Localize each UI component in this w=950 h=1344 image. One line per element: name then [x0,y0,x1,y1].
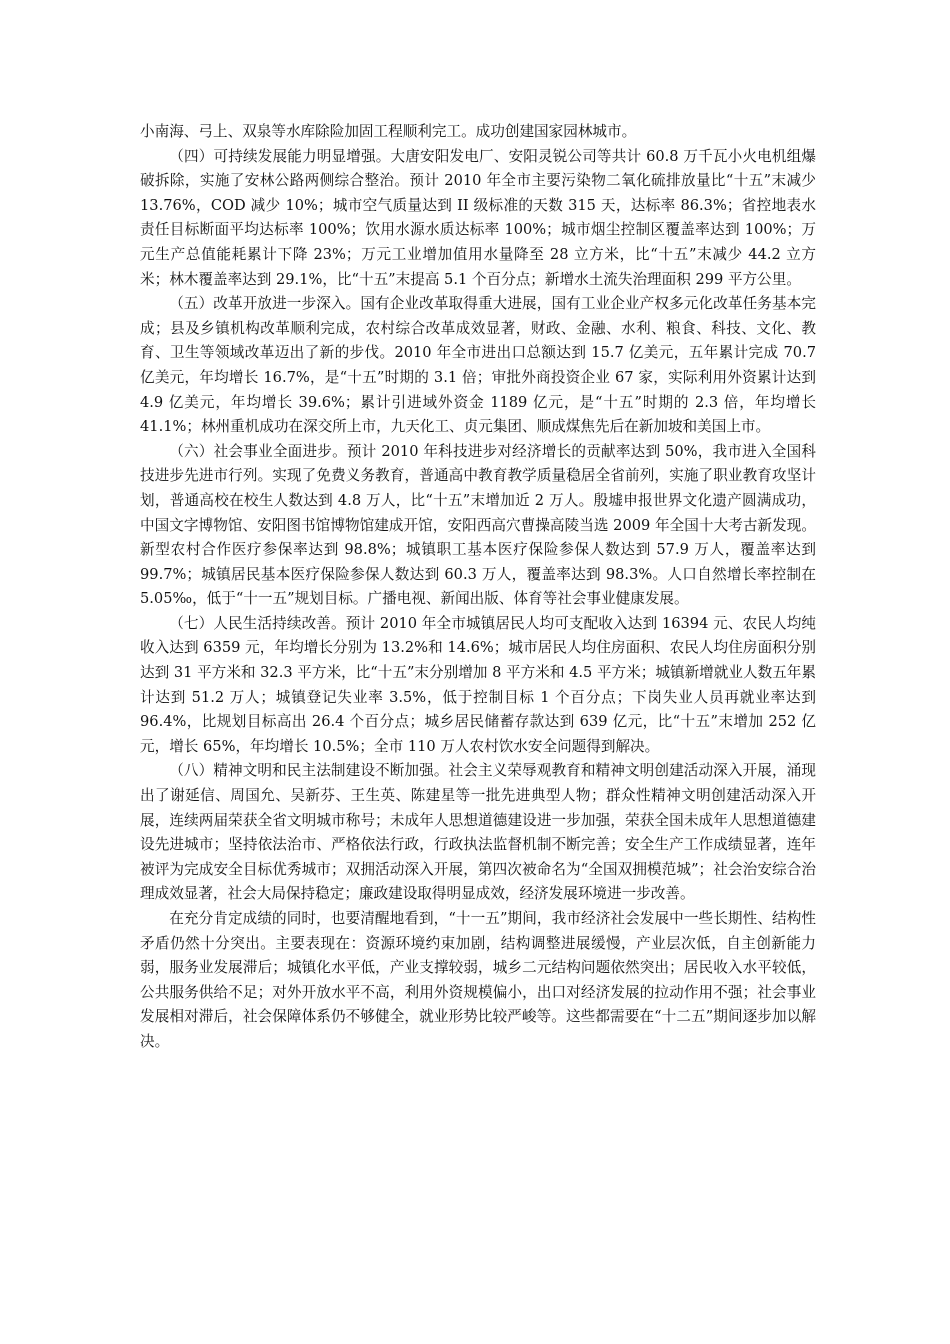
paragraph-social-progress: （六）社会事业全面进步。预计 2010 年科技进步对经济增长的贡献率达到 50%，我市进入全国科技进步先进市行列。实现了免费义务教育，普通高中教育教学质量稳居全省前列，实施了职业教育攻坚计划，普通高校在校生人数达到 4.8 万人，比“十五”末增加近 2 万人。殷墟申报世界文化遗产圆满成功，中国文字博物馆、安阳图书馆博物馆建成开馆，安阳西高穴曹操高陵当选 2009 年全国十大考古新发现。新型农村合作医疗参保率达到 98.8%；城镇职工基本医疗保险参保人数达到 57.9 万人，覆盖率达到 99.7%；城镇居民基本医疗保险参保人数达到 60.3 万人，覆盖率达到 98.3%。人口自然增长率控制在 5.05‰，低于“十一五”规划目标。广播电视、新闻出版、体育等社会事业健康发展。 [140,442,816,608]
document-body [140,120,816,1055]
paragraph-living-standards: （七）人民生活持续改善。预计 2010 年全市城镇居民人均可支配收入达到 16394 元、农民人均纯收入达到 6359 元，年均增长分别为 13.2%和 14.6%；城市居民人均住房面积、农民人均住房面积分别达到 31 平方米和 32.3 平方米，比“十五”末分别增加 8 平方米和 4.5 平方米；城镇新增就业人数五年累计达到 51.2 万人；城镇登记失业率 3.5%，低于控制目标 1 个百分点；下岗失业人员再就业率达到 96.4%，比规划目标高出 26.4 个百分点；城乡居民储蓄存款达到 639 亿元，比“十五”末增加 252 亿元，增长 65%，年均增长 10.5%；全市 110 万人农村饮水安全问题得到解决。 [140,614,816,755]
paragraph-problems-summary: 在充分肯定成绩的同时，也要清醒地看到，“十一五”期间，我市经济社会发展中一些长期性、结构性矛盾仍然十分突出。主要表现在：资源环境约束加剧，结构调整进展缓慢，产业层次低，自主创新能力弱，服务业发展滞后；城镇化水平低，产业支撑较弱，城乡二元结构问题依然突出；居民收入水平较低，公共服务供给不足；对外开放水平不高，利用外资规模偏小，出口对经济发展的拉动作用不强；社会事业发展相对滞后，社会保障体系仍不够健全，就业形势比较严峻等。这些都需要在“十二五”期间逐步加以解决。 [140,910,816,1050]
paragraph-continuation: 小南海、弓上、双泉等水库除险加固工程顺利完工。成功创建国家园林城市。 [140,123,637,140]
paragraph-reform-opening: （五）改革开放进一步深入。国有企业改革取得重大进展，国有工业企业产权多元化改革任务基本完成；县及乡镇机构改革顺利完成，农村综合改革成效显著，财政、金融、水利、粮食、科技、文化、教育、卫生等领域改革迈出了新的步伐。2010 年全市进出口总额达到 15.7 亿美元，五年累计完成 70.7 亿美元，年均增长 16.7%，是“十五”时期的 3.1 倍；审批外商投资企业 67 家，实际利用外资累计达到 4.9 亿美元，年均增长 39.6%；累计引进域外资金 1189 亿元，是“十五”时期的 2.3 倍，年均增长 41.1%；林州重机成功在深交所上市，九天化工、贞元集团、顺成煤焦先后在新加坡和美国上市。 [140,295,816,436]
paragraph-sustainable-development: （四）可持续发展能力明显增强。大唐安阳发电厂、安阳灵锐公司等共计 60.8 万千瓦小火电机组爆破拆除，实施了安林公路两侧综合整治。预计 2010 年全市主要污染物二氧化硫排放量比“十五”末减少 13.76%，COD 减少 10%；城市空气质量达到 II 级标准的天数 315 天，达标率 86.3%；省控地表水责任目标断面平均达标率 100%；饮用水源水质达标率 100%；城市烟尘控制区覆盖率达到 100%；万元生产总值能耗累计下降 23%；万元工业增加值用水量降至 28 立方米，比“十五”末减少 44.2 立方米；林木覆盖率达到 29.1%，比“十五”末提高 5.1 个百分点；新增水土流失治理面积 299 平方公里。 [140,147,816,288]
paragraph-civilization-legal: （八）精神文明和民主法制建设不断加强。社会主义荣辱观教育和精神文明创建活动深入开展，涌现出了谢延信、周国允、吴新芬、王生英、陈建星等一批先进典型人物；群众性精神文明创建活动深入开展，连续两届荣获全省文明城市称号；未成年人思想道德建设进一步加强，荣获全国未成年人思想道德建设先进城市；坚持依法治市、严格依法行政，行政执法监督机制不断完善；安全生产工作成绩显著，连年被评为完成安全目标优秀城市；双拥活动深入开展，第四次被命名为“全国双拥模范城”；社会治安综合治理成效显著，社会大局保持稳定；廉政建设取得明显成效，经济发展环境进一步改善。 [140,762,816,903]
